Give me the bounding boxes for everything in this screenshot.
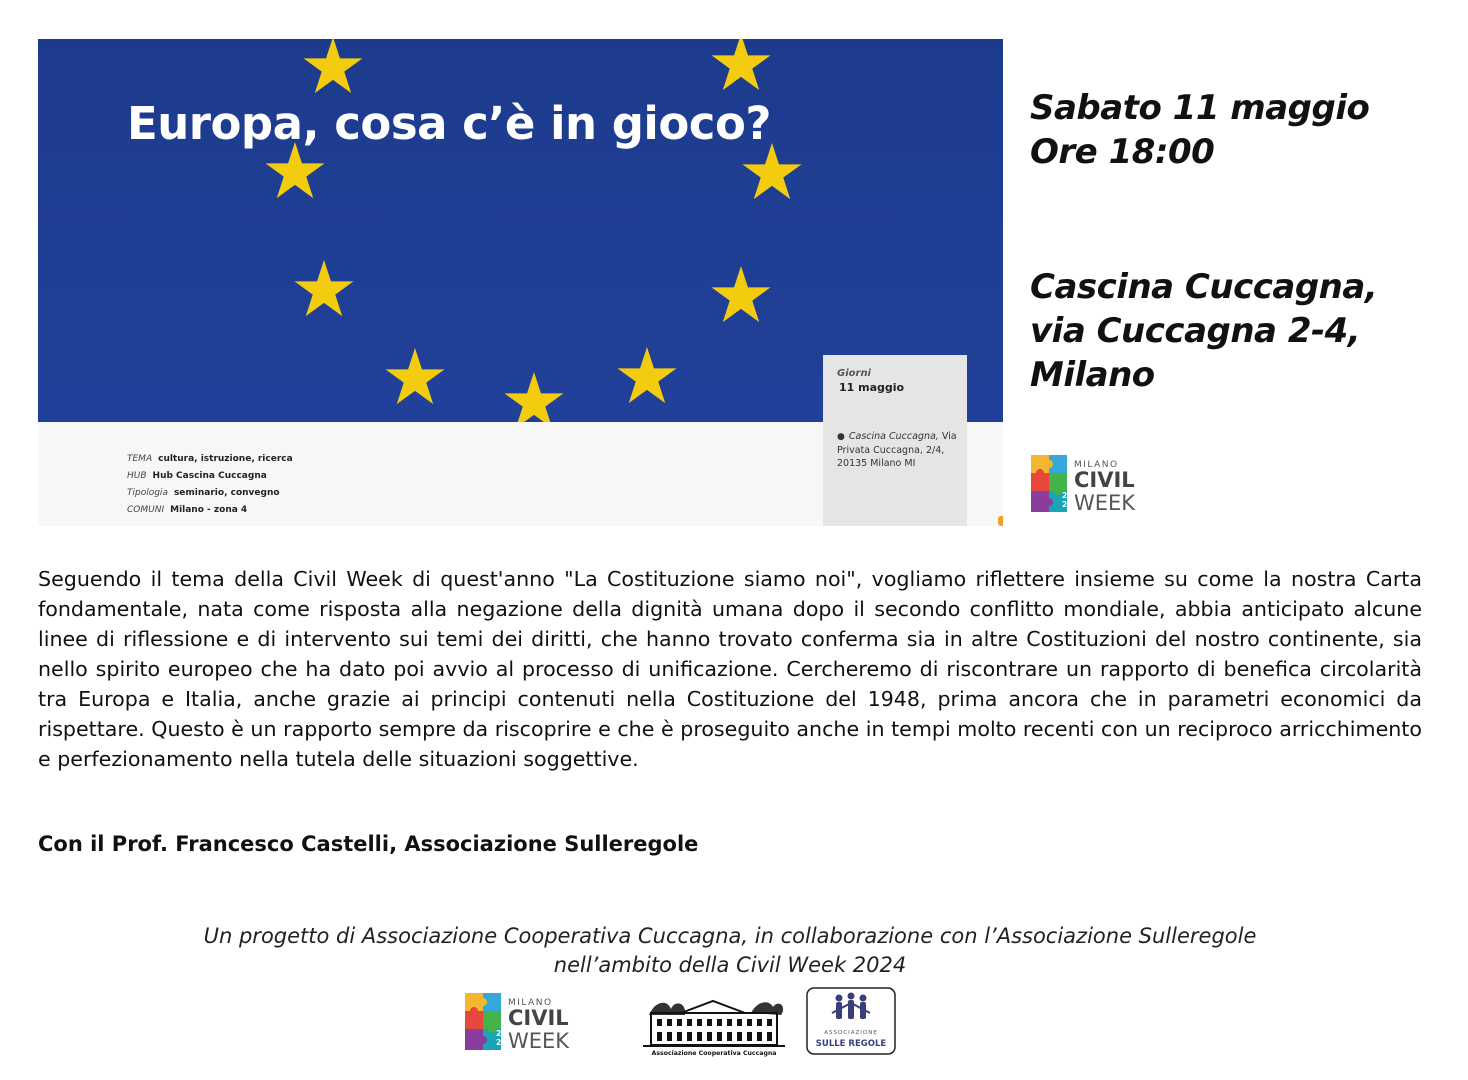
flag-star-icon [743,143,802,199]
flag-star-icon [712,39,771,90]
meta-row-tema: TEMA cultura, istruzione, ricerca [127,454,293,464]
event-venue [1030,265,1377,397]
flag-star-icon [295,260,354,316]
location-pin-icon: ● [837,432,845,442]
meta-row-hub: HUB Hub Cascina Cuccagna [127,471,267,481]
venue-line-2: via Cuccagna 2-4, [1030,311,1361,351]
civil-week-logo [1031,454,1149,514]
project-credits [38,922,1422,980]
svg-text:20: 20 [1062,491,1073,500]
date-card-date: 11 maggio [839,381,905,394]
venue-line-3: Milano [1030,355,1155,395]
banner-title: Europa, cosa c’è in gioco? [127,97,771,150]
svg-text:SULLE REGOLE: SULLE REGOLE [815,1039,887,1049]
event-description: Seguendo il tema della Civil Week di quest'anno "La Costituzione siamo noi", vogliamo riflettere insieme su come la nostra Carta fondamentale, nata come risposta alla negazione della dignità umana dopo il secondo conflitto mondiale, abbia anticipato alcune linee di riflessione e di intervento sui temi dei diritti, che hanno trovato conferma sia in altre Costituzioni del nostro continente, sia nello spirito europeo che ha dato poi avvio al processo di unificazione. Cercheremo di riscontrare un rapporto di benefica circolarità tra Europa e Italia, anche grazie ai principi contenuti nella Costituzione del 1948, prima ancora che in parametri economici da rispettare. Questo è un rapporto sempre da riscoprire e che è proseguito anche in tempi molto recenti con un reciproco arricchimento e perfezionamento nella tutela delle situazioni soggettive. [38,567,1422,771]
date-card-address: ● Cascina Cuccagna, Via Privata Cuccagna, 2/4, 20135 Milano MI [837,431,957,469]
svg-text:ASSOCIAZIONE: ASSOCIAZIONE [824,1030,878,1036]
flag-star-icon [386,348,445,404]
svg-text:WEEK: WEEK [508,1029,570,1052]
event-time: Ore 18:00 [1030,132,1215,172]
svg-text:MILANO: MILANO [508,998,553,1008]
venue-line-1: Cascina Cuccagna, [1030,267,1378,307]
speaker-line: Con il Prof. Francesco Castelli, Associazione Sulleregole [38,832,699,856]
svg-text:CIVIL: CIVIL [1074,468,1135,492]
svg-text:MILANO: MILANO [1074,460,1119,470]
date-card-label: Giorni [837,368,871,379]
svg-text:20: 20 [496,1029,507,1038]
event-datetime [1030,86,1369,174]
cuccagna-building-logo [641,993,787,1057]
event-date: Sabato 11 maggio [1030,88,1370,128]
meta-row-tipologia: Tipologia seminario, convegno [127,488,280,498]
svg-text:CIVIL: CIVIL [508,1006,569,1030]
flag-star-icon [618,347,677,403]
credits-line-2: nell’ambito della Civil Week 2024 [553,953,907,977]
flag-star-icon [712,266,771,322]
date-card [823,355,967,526]
banner-meta [127,451,293,519]
svg-text:24: 24 [496,1038,507,1047]
flag-star-icon [505,372,564,422]
credits-line-1: Un progetto di Associazione Cooperativa Cuccagna, in collaborazione con l’Associazione Sulleregole [203,924,1257,948]
svg-text:WEEK: WEEK [1074,491,1136,514]
flag-star-icon [266,142,325,198]
event-banner [38,39,1003,526]
banner-edge-accent [998,516,1003,526]
civil-week-logo-footer [465,992,583,1052]
svg-text:24: 24 [1062,500,1073,509]
svg-text:Associazione Cooperativa Cucca: Associazione Cooperativa Cuccagna [651,1050,777,1057]
flag-star-icon [304,39,363,93]
sulle-regole-logo [806,987,896,1055]
meta-row-comuni: COMUNI Milano - zona 4 [127,505,248,515]
